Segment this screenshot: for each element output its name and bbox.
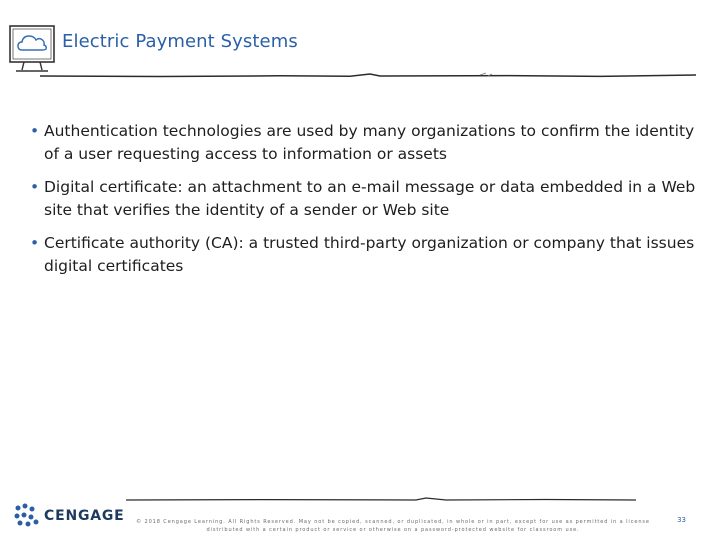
- copyright-notice: © 2018 Cengage Learning. All Rights Reserved. May not be copied, scanned, or duplicated, in whole or in part, except for use as permitted in a license distributed with a certain product or service or otherwise on a password-protected website for classroom use.: [136, 519, 650, 533]
- slide-title: Electric Payment Systems: [62, 31, 298, 52]
- bullet-marker: •: [30, 234, 40, 252]
- page-number: 33: [677, 516, 686, 524]
- bullet-item: [30, 120, 710, 166]
- bullet-list: [30, 120, 710, 288]
- bullet-marker: •: [30, 178, 40, 196]
- footer-divider: [126, 494, 636, 504]
- cloud-monitor-icon: [6, 18, 58, 76]
- bullet-text: Certificate authority (CA): a trusted third-party organization or company that issues digital certificates: [44, 234, 695, 275]
- bullet-text: Authentication technologies are used by many organizations to confirm the identity of a user requesting access to information or assets: [44, 122, 695, 163]
- bullet-marker: •: [30, 122, 40, 140]
- bullet-text: Digital certificate: an attachment to an e-mail message or data embedded in a Web site that verifies the identity of a sender or Web site: [44, 178, 696, 219]
- brand-name: CENGAGE: [44, 508, 125, 524]
- bullet-item: [30, 232, 710, 278]
- bullet-item: [30, 176, 710, 222]
- title-divider: [40, 70, 696, 80]
